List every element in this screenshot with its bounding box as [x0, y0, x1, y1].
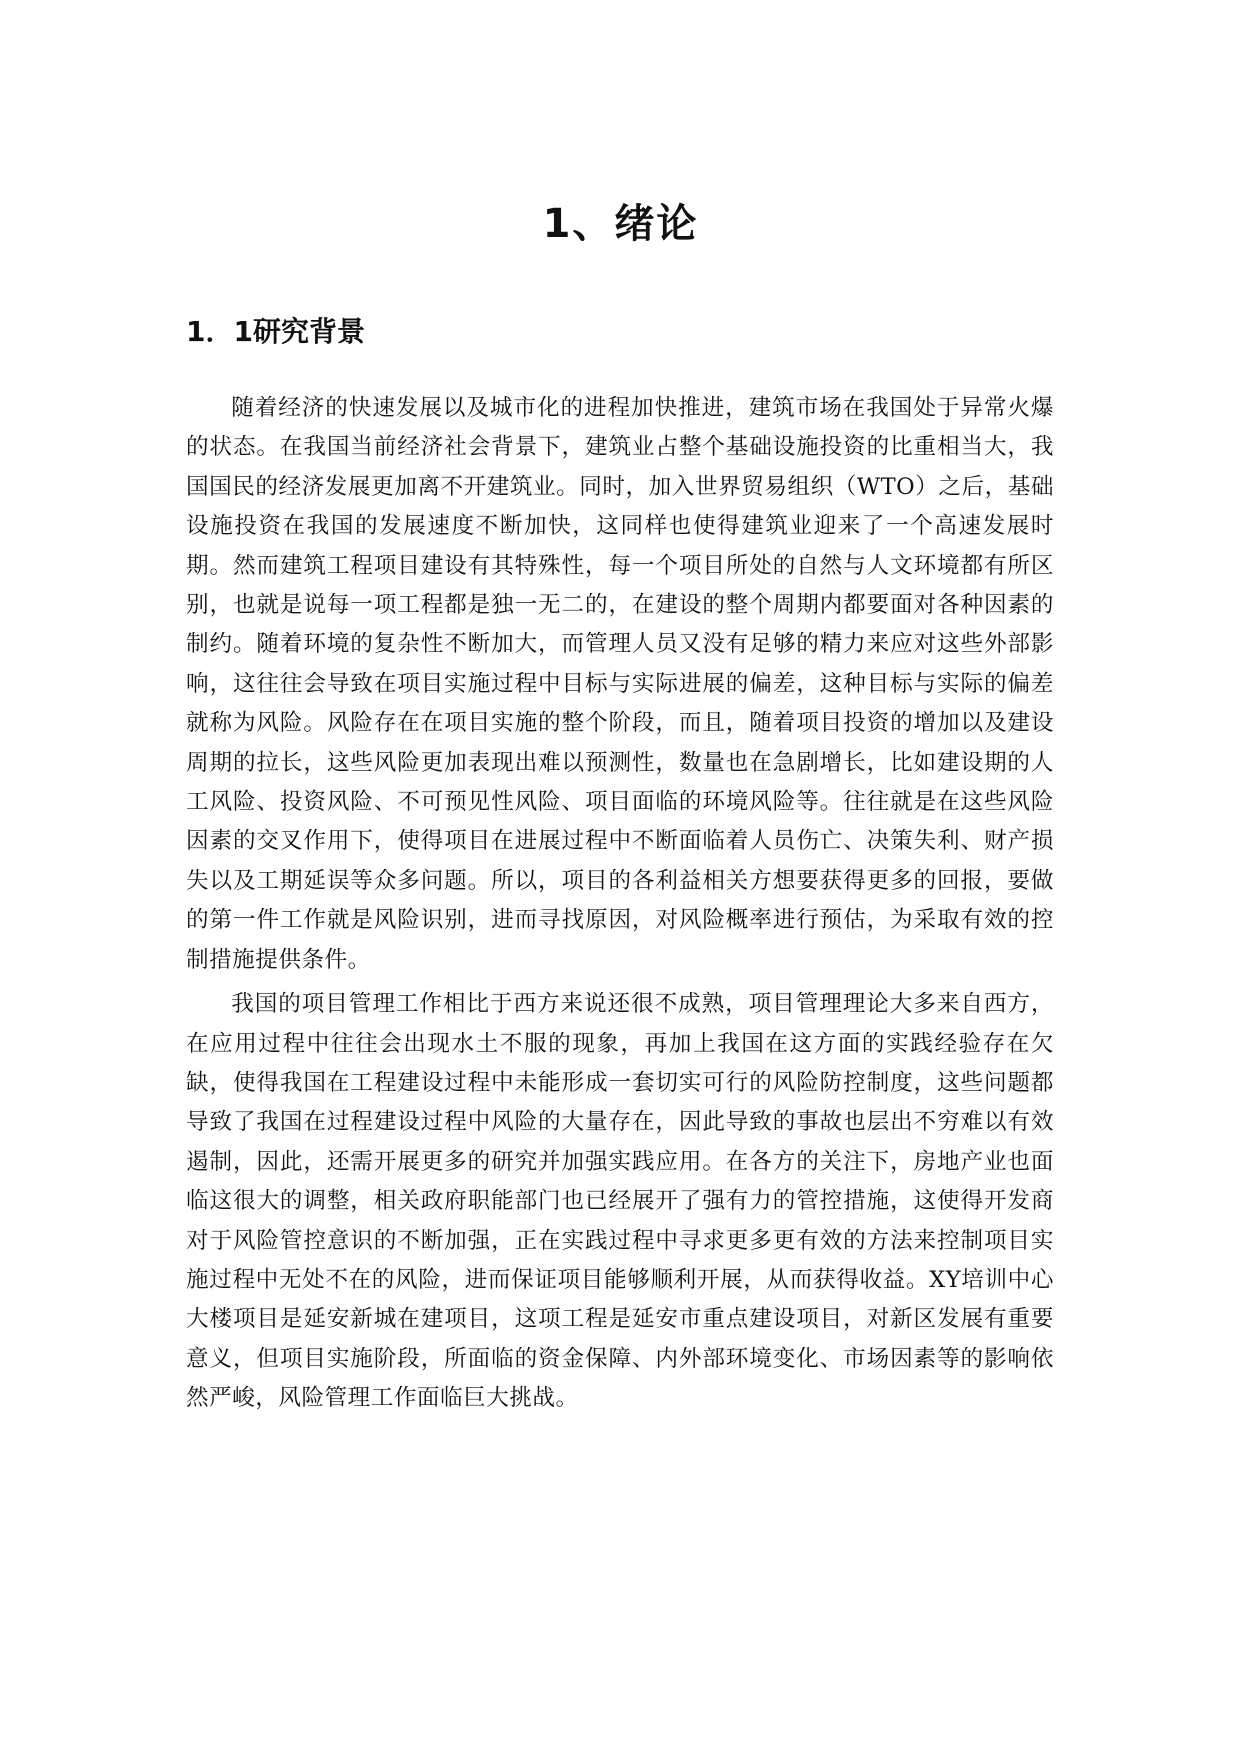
paragraph-research-background-2: 我国的项目管理工作相比于西方来说还很不成熟，项目管理理论大多来自西方，在应用过程中往往会出现水土不服的现象，再加上我国在这方面的实践经验存在欠缺，使得我国在工程建设过程中未能形成一套切实可行的风险防控制度，这些问题都导致了我国在过程建设过程中风险的大量存在，因此导致的事故也层出不穷难以有效遏制，因此，还需开展更多的研究并加强实践应用。在各方的关注下，房地产业也面临这很大的调整，相关政府职能部门也已经展开了强有力的管控措施，这使得开发商对于风险管控意识的不断加强，正在实践过程中寻求更多更有效的方法来控制项目实施过程中无处不在的风险，进而保证项目能够顺利开展，从而获得收益。XY培训中心大楼项目是延安新城在建项目，这项工程是延安市重点建设项目，对新区发展有重要意义，但项目实施阶段，所面临的资金保障、内外部环境变化、市场因素等的影响依然严峻，风险管理工作面临巨大挑战。: [186, 991, 1054, 1412]
section-title: 1．1研究背景: [186, 315, 365, 348]
chapter-title: 1、绪论: [542, 201, 699, 247]
body-text: [186, 389, 1054, 1424]
paragraph-research-background-1: 随着经济的快速发展以及城市化的进程加快推进，建筑市场在我国处于异常火爆的状态。在我国当前经济社会背景下，建筑业占整个基础设施投资的比重相当大，我国国民的经济发展更加离不开建筑业。同时，加入世界贸易组织（WTO）之后，基础设施投资在我国的发展速度不断加快，这同样也使得建筑业迎来了一个高速发展时期。然而建筑工程项目建设有其特殊性，每一个项目所处的自然与人文环境都有所区别，也就是说每一项工程都是独一无二的，在建设的整个周期内都要面对各种因素的制约。随着环境的复杂性不断加大，而管理人员又没有足够的精力来应对这些外部影响，这往往会导致在项目实施过程中目标与实际进展的偏差，这种目标与实际的偏差就称为风险。风险存在在项目实施的整个阶段，而且，随着项目投资的增加以及建设周期的拉长，这些风险更加表现出难以预测性，数量也在急剧增长，比如建设期的人工风险、投资风险、不可预见性风险、项目面临的环境风险等。往往就是在这些风险因素的交叉作用下，使得项目在进展过程中不断面临着人员伤亡、决策失利、财产损失以及工期延误等众多问题。所以，项目的各利益相关方想要获得更多的回报，要做的第一件工作就是风险识别，进而寻找原因，对风险概率进行预估，为采取有效的控制措施提供条件。: [186, 395, 1054, 973]
